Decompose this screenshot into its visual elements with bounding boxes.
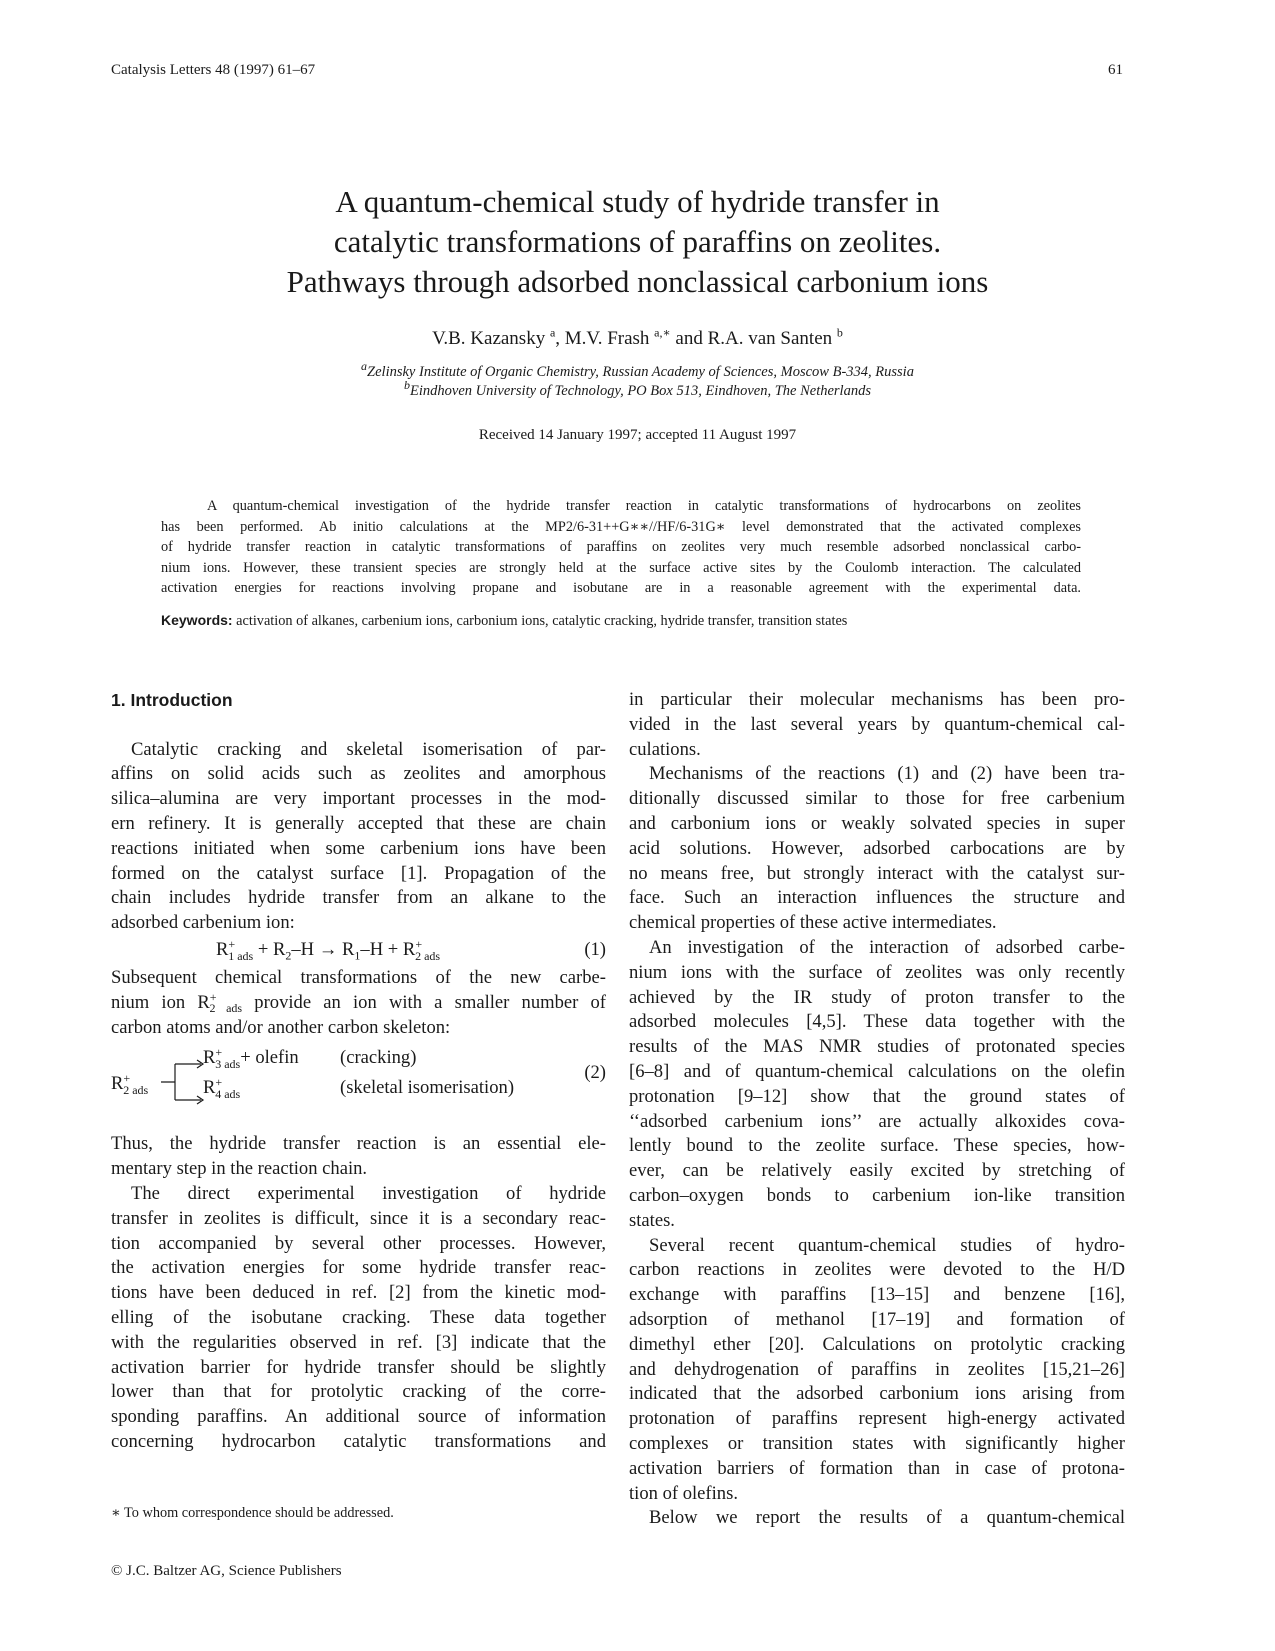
abstract-line: activation energies for reactions involving propane and isobutane are in a reasonable agreement with the experimental data. (161, 580, 1081, 596)
author-conjunction: and (675, 328, 703, 349)
body-line: tion accompanied by several other processes. However, (111, 1232, 606, 1254)
copyright-notice: © J.C. Baltzer AG, Science Publishers (111, 1563, 342, 1579)
title-line: A quantum-chemical study of hydride transfer in (335, 184, 940, 219)
body-line: formed on the catalyst surface [1]. Propagation of the (111, 862, 606, 884)
title-line: Pathways through adsorbed nonclassical carbonium ions (286, 264, 989, 299)
body-line: nium ion $R^+_{2 ads}$ provide an ion with a smaller number of (111, 989, 607, 1016)
scheme-isomerisation-label: (skeletal isomerisation) (340, 1077, 515, 1099)
body-line: and dehydrogenation of paraffins in zeolites [15,21–26] (629, 1358, 1125, 1380)
body-line: Catalytic cracking and skeletal isomerisation of par- (131, 738, 606, 760)
body-line: dimethyl ether [20]. Calculations on protolytic cracking (629, 1333, 1125, 1355)
body-line: carbon reactions in zeolites were devoted to the H/D (629, 1259, 1125, 1281)
body-line: transfer in zeolites is difficult, since it is a secondary reac- (111, 1207, 606, 1229)
body-line: lently bound to the zeolite surface. These species, how- (629, 1135, 1125, 1157)
body-line: adsorption of methanol [17–19] and formation of (629, 1308, 1125, 1330)
scheme-product-3: $R^+_{3 ads}$ + olefin (203, 1045, 299, 1072)
body-line: nium ions with the surface of zeolites was only recently (629, 961, 1125, 983)
body-line: and carbonium ions or weakly solvated species in super (629, 812, 1125, 834)
body-line: in particular their molecular mechanisms has been pro- (629, 689, 1125, 710)
author-list: V.B. Kazansky $^a$, M.V. Frash $^{a,∗}$ and R.A. van Santen $^b$ (432, 325, 843, 349)
author-name: M.V. Frash (564, 328, 650, 349)
body-line: indicated that the adsorbed carbonium ions arising from (629, 1383, 1125, 1405)
right-column (629, 688, 1125, 1531)
abstract-line: A quantum-chemical investigation of the hydride transfer reaction in catalytic transformations of hydrocarbons on zeolites (207, 498, 1081, 514)
author-affiliation-mark: a,∗ (654, 325, 671, 340)
body-line: protonation of paraffins represent high-energy activated (629, 1408, 1125, 1430)
body-line: [6–8] and of quantum-chemical calculations on the olefin (629, 1060, 1125, 1082)
journal-citation: Catalysis Letters 48 (1997) 61–67 (111, 62, 316, 78)
body-line: concerning hydrocarbon catalytic transformations and (111, 1430, 606, 1452)
body-line: The direct experimental investigation of hydride (131, 1182, 606, 1204)
body-line: no means free, but strongly interact with the catalyst sur- (629, 862, 1125, 884)
body-line: the activation energies for some hydride transfer reac- (111, 1257, 606, 1279)
body-line: states. (629, 1209, 675, 1231)
scheme-cracking-label: (cracking) (340, 1047, 417, 1069)
body-line: sponding paraffins. An additional source of information (111, 1406, 606, 1428)
author-name: R.A. van Santen (707, 328, 833, 349)
body-line: achieved by the IR study of proton transfer to the (629, 986, 1125, 1008)
footnote: ∗ To whom correspondence should be addressed. (111, 1505, 394, 1521)
body-line: Thus, the hydride transfer reaction is an essential ele- (111, 1133, 606, 1155)
body-line: protonation [9–12] show that the ground states of (629, 1085, 1125, 1107)
equation-1 (111, 936, 606, 966)
body-line: ever, can be relatively easily excited by stretching of (629, 1160, 1125, 1182)
scheme-reactant: $R^+_{2 ads}$ (111, 1071, 149, 1098)
body-line: lower than that for protolytic cracking of the corre- (111, 1381, 606, 1403)
body-line: complexes or transition states with significantly higher (629, 1432, 1125, 1454)
body-line: An investigation of the interaction of adsorbed carbe- (649, 936, 1125, 958)
abstract (161, 496, 1081, 599)
body-line: Below we report the results of a quantum-chemical (649, 1507, 1125, 1529)
paper-title (0, 182, 1275, 302)
author-affiliation-mark: a (549, 325, 556, 340)
title-line: catalytic transformations of paraffins on zeolites. (333, 224, 942, 259)
body-line: adsorbed molecules [4,5]. These data together with the (629, 1011, 1125, 1033)
body-line: tions have been deduced in ref. [2] from the kinetic mod- (111, 1282, 606, 1304)
body-line: face. Such an interaction influences the structure and (629, 887, 1125, 909)
body-line: with the regularities observed in ref. [3] indicate that the (111, 1331, 606, 1353)
author-affiliation-mark: b (836, 325, 843, 340)
body-line: silica–alumina are very important processes in the mod- (111, 788, 606, 810)
body-line: Subsequent chemical transformations of the new carbe- (111, 966, 606, 988)
abstract-line: nium ions. However, these transient species are strongly held at the surface active sites by the Coulomb interaction. The calculated (161, 559, 1081, 576)
branch-arrow-icon (161, 1054, 207, 1110)
keywords (161, 612, 1081, 630)
equation-number: (1) (584, 938, 606, 960)
body-line: ern refinery. It is generally accepted that these are chain (111, 812, 606, 834)
body-line: ‘‘adsorbed carbenium ions’’ are actually alkoxides cova- (629, 1110, 1125, 1132)
body-line: ditionally discussed similar to those for free carbenium (629, 788, 1125, 810)
body-line: Several recent quantum-chemical studies of hydro- (649, 1234, 1125, 1256)
body-line: exchange with paraffins [13–15] and benzene [16], (629, 1284, 1125, 1306)
affiliation-b: $^b$Eindhoven University of Technology, PO Box 513, Eindhoven, The Netherlands (404, 378, 871, 399)
affiliation-a: $^a$Zelinsky Institute of Organic Chemistry, Russian Academy of Sciences, Moscow B-334, Russia (361, 359, 914, 380)
body-line: acid solutions. However, adsorbed carbocations are by (629, 837, 1125, 859)
author-name: V.B. Kazansky (432, 328, 546, 349)
affiliations (0, 359, 1275, 401)
equation-number: (2) (584, 1062, 606, 1084)
left-column (111, 688, 606, 1455)
body-line: reactions initiated when some carbenium ions have been (111, 837, 606, 859)
body-line: vided in the last several years by quantum-chemical cal- (629, 713, 1125, 735)
body-line: culations. (629, 738, 701, 760)
keywords-label: Keywords: (161, 612, 233, 628)
reaction-scheme-2 (111, 1046, 606, 1118)
scheme-product-4: $R^+_{4 ads}$ (203, 1075, 241, 1102)
body-line: Mechanisms of the reactions (1) and (2) have been tra- (649, 763, 1125, 785)
abstract-line: has been performed. Ab initio calculations at the MP2/6-31++G∗∗//HF/6-31G∗ level demonstrated that the activated complexes (161, 518, 1081, 535)
body-line: affins on solid acids such as zeolites and amorphous (111, 763, 606, 785)
page-number: 61 (1108, 62, 1123, 78)
body-line: elling of the isobutane cracking. These data together (111, 1306, 606, 1328)
body-line: carbon–oxygen bonds to carbenium ion-like transition (629, 1184, 1125, 1206)
body-line: activation barriers of formation than in case of protona- (629, 1457, 1125, 1479)
body-line: carbon atoms and/or another carbon skeleton: (111, 1016, 451, 1038)
body-line: chemical properties of these active intermediates. (629, 912, 997, 934)
body-line: mentary step in the reaction chain. (111, 1158, 368, 1180)
body-line: activation barrier for hydride transfer should be slightly (111, 1356, 606, 1378)
equation-1-formula: $R^+_{1 ads} + R_2-H \to R_1-H + R^+_{2 ads}$ (216, 936, 441, 963)
body-line: adsorbed carbenium ion: (111, 912, 295, 934)
keywords-text: activation of alkanes, carbenium ions, carbonium ions, catalytic cracking, hydride transfer, transition states (236, 613, 848, 629)
abstract-line: of hydride transfer reaction in catalytic transformations of paraffins on zeolites very much resemble adsorbed nonclassical carbo- (161, 539, 1081, 555)
body-line: tion of olefins. (629, 1482, 738, 1504)
body-line: results of the MAS NMR studies of protonated species (629, 1036, 1125, 1058)
body-line: chain includes hydride transfer from an alkane to the (111, 887, 606, 909)
received-dates: Received 14 January 1997; accepted 11 August 1997 (478, 427, 797, 443)
section-heading: 1. Introduction (111, 690, 233, 710)
